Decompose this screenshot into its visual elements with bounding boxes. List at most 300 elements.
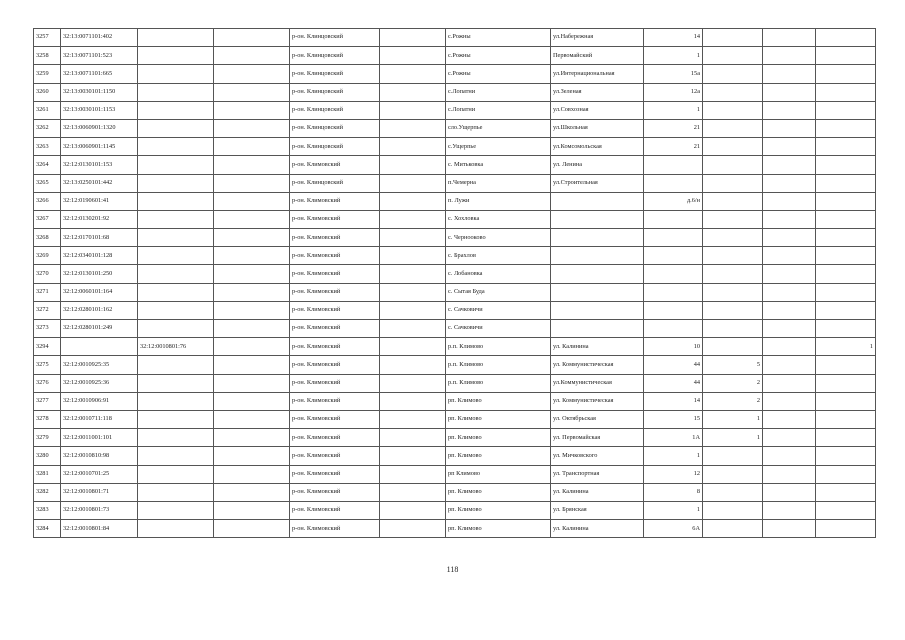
house-number-cell	[644, 265, 703, 283]
flat-number-cell	[703, 301, 763, 319]
cadastral-number-cell: 32:13:0071101:523	[61, 47, 138, 65]
extra-cadastral-number-cell	[138, 429, 214, 447]
table-row	[34, 29, 876, 47]
settlement-cell: с.Рожны	[446, 65, 551, 83]
extra-cadastral-number-cell	[138, 374, 214, 392]
house-number-cell	[644, 156, 703, 174]
flat-number-cell	[703, 156, 763, 174]
flat-number-cell	[703, 320, 763, 338]
row-number-cell: 3258	[34, 47, 61, 65]
row-number-cell: 3284	[34, 520, 61, 538]
count-cell	[816, 483, 876, 501]
flat-number-cell	[703, 101, 763, 119]
blank-column-2-cell	[380, 429, 446, 447]
flat-number-cell	[703, 520, 763, 538]
row-number-cell: 3270	[34, 265, 61, 283]
row-number-cell: 3262	[34, 119, 61, 137]
district-cell: р-он. Климовский	[290, 247, 380, 265]
extra-cadastral-number-cell	[138, 465, 214, 483]
row-number-cell: 3279	[34, 429, 61, 447]
row-number-cell: 3282	[34, 483, 61, 501]
extra-cadastral-number-cell	[138, 83, 214, 101]
settlement-cell: р.п. Климово	[446, 374, 551, 392]
blank-column-2-cell	[380, 338, 446, 356]
count-cell	[816, 119, 876, 137]
blank-column-cell	[214, 283, 290, 301]
blank-column-cell	[214, 156, 290, 174]
count-cell	[816, 29, 876, 47]
blank-column-2-cell	[380, 520, 446, 538]
settlement-cell: с. Брахлов	[446, 247, 551, 265]
cadastral-number-cell: 32:12:0130101:250	[61, 265, 138, 283]
settlement-cell: п. Лужи	[446, 192, 551, 210]
table-row	[34, 101, 876, 119]
blank-column-3-cell	[763, 138, 816, 156]
blank-column-cell	[214, 465, 290, 483]
row-number-cell: 3278	[34, 410, 61, 428]
blank-column-cell	[214, 392, 290, 410]
flat-number-cell	[703, 483, 763, 501]
table-row	[34, 47, 876, 65]
district-cell: р-он. Климовский	[290, 501, 380, 519]
table-row	[34, 483, 876, 501]
flat-number-cell	[703, 229, 763, 247]
count-cell	[816, 65, 876, 83]
count-cell	[816, 465, 876, 483]
cadastral-number-cell: 32:12:0340101:128	[61, 247, 138, 265]
table-row	[34, 192, 876, 210]
blank-column-cell	[214, 320, 290, 338]
row-number-cell: 3277	[34, 392, 61, 410]
row-number-cell: 3263	[34, 138, 61, 156]
count-cell	[816, 301, 876, 319]
settlement-cell: рп Климово	[446, 465, 551, 483]
district-cell: р-он. Климовский	[290, 338, 380, 356]
table-row	[34, 320, 876, 338]
blank-column-2-cell	[380, 392, 446, 410]
district-cell: р-он. Климовский	[290, 392, 380, 410]
row-number-cell: 3272	[34, 301, 61, 319]
blank-column-3-cell	[763, 338, 816, 356]
flat-number-cell	[703, 501, 763, 519]
blank-column-cell	[214, 483, 290, 501]
blank-column-cell	[214, 210, 290, 228]
district-cell: р-он. Климовский	[290, 429, 380, 447]
street-cell: ул.Школьная	[551, 119, 644, 137]
blank-column-cell	[214, 447, 290, 465]
blank-column-2-cell	[380, 65, 446, 83]
street-cell	[551, 283, 644, 301]
house-number-cell: 15	[644, 410, 703, 428]
district-cell: р-он. Клинцовский	[290, 65, 380, 83]
blank-column-3-cell	[763, 392, 816, 410]
street-cell	[551, 247, 644, 265]
table-row	[34, 374, 876, 392]
district-cell: р-он. Климовский	[290, 265, 380, 283]
row-number-cell: 3264	[34, 156, 61, 174]
street-cell: ул. Калинина	[551, 338, 644, 356]
blank-column-cell	[214, 520, 290, 538]
house-number-cell	[644, 229, 703, 247]
cadastral-number-cell: 32:12:0010925:36	[61, 374, 138, 392]
row-number-cell: 3267	[34, 210, 61, 228]
house-number-cell	[644, 174, 703, 192]
blank-column-2-cell	[380, 447, 446, 465]
settlement-cell: с. Сачковичи	[446, 320, 551, 338]
table-row	[34, 265, 876, 283]
extra-cadastral-number-cell	[138, 210, 214, 228]
table-row	[34, 520, 876, 538]
count-cell	[816, 138, 876, 156]
blank-column-2-cell	[380, 47, 446, 65]
blank-column-2-cell	[380, 138, 446, 156]
blank-column-2-cell	[380, 247, 446, 265]
row-number-cell: 3280	[34, 447, 61, 465]
settlement-cell: рп. Климово	[446, 501, 551, 519]
extra-cadastral-number-cell	[138, 119, 214, 137]
street-cell: ул. Коммунистическая	[551, 392, 644, 410]
table-body	[34, 29, 876, 538]
blank-column-3-cell	[763, 247, 816, 265]
cadastral-number-cell	[61, 338, 138, 356]
blank-column-2-cell	[380, 192, 446, 210]
settlement-cell: рп. Климово	[446, 447, 551, 465]
property-registry-table	[33, 28, 876, 538]
street-cell: ул. Мичковского	[551, 447, 644, 465]
house-number-cell: 44	[644, 374, 703, 392]
street-cell	[551, 301, 644, 319]
district-cell: р-он. Климовский	[290, 374, 380, 392]
flat-number-cell	[703, 283, 763, 301]
cadastral-number-cell: 32:12:0010801:84	[61, 520, 138, 538]
blank-column-3-cell	[763, 447, 816, 465]
settlement-cell: р.п. Климово	[446, 338, 551, 356]
table-row	[34, 447, 876, 465]
count-cell	[816, 174, 876, 192]
street-cell	[551, 192, 644, 210]
district-cell: р-он. Клинцовский	[290, 47, 380, 65]
blank-column-2-cell	[380, 283, 446, 301]
house-number-cell: 12	[644, 465, 703, 483]
row-number-cell: 3294	[34, 338, 61, 356]
table-row	[34, 429, 876, 447]
house-number-cell: 12а	[644, 83, 703, 101]
house-number-cell	[644, 320, 703, 338]
district-cell: р-он. Клинцовский	[290, 83, 380, 101]
count-cell	[816, 447, 876, 465]
extra-cadastral-number-cell	[138, 447, 214, 465]
street-cell: ул.Совхозная	[551, 101, 644, 119]
blank-column-cell	[214, 192, 290, 210]
district-cell: р-он. Климовский	[290, 156, 380, 174]
district-cell: р-он. Климовский	[290, 301, 380, 319]
blank-column-2-cell	[380, 83, 446, 101]
flat-number-cell	[703, 29, 763, 47]
blank-column-3-cell	[763, 374, 816, 392]
street-cell: Первомайский	[551, 47, 644, 65]
street-cell: ул.Интернациональная	[551, 65, 644, 83]
count-cell	[816, 501, 876, 519]
table-row	[34, 138, 876, 156]
blank-column-3-cell	[763, 119, 816, 137]
street-cell: ул. Брянская	[551, 501, 644, 519]
blank-column-cell	[214, 501, 290, 519]
blank-column-2-cell	[380, 101, 446, 119]
extra-cadastral-number-cell	[138, 174, 214, 192]
flat-number-cell: 1	[703, 429, 763, 447]
house-number-cell	[644, 301, 703, 319]
cadastral-number-cell: 32:12:0280101:162	[61, 301, 138, 319]
blank-column-3-cell	[763, 483, 816, 501]
blank-column-3-cell	[763, 192, 816, 210]
row-number-cell: 3259	[34, 65, 61, 83]
blank-column-2-cell	[380, 229, 446, 247]
flat-number-cell	[703, 65, 763, 83]
extra-cadastral-number-cell	[138, 410, 214, 428]
street-cell	[551, 229, 644, 247]
blank-column-2-cell	[380, 210, 446, 228]
house-number-cell: 21	[644, 119, 703, 137]
table-row	[34, 83, 876, 101]
extra-cadastral-number-cell	[138, 65, 214, 83]
table-row	[34, 283, 876, 301]
flat-number-cell	[703, 465, 763, 483]
house-number-cell: 15а	[644, 65, 703, 83]
settlement-cell: с.Рожны	[446, 29, 551, 47]
cadastral-number-cell: 32:13:0071101:665	[61, 65, 138, 83]
settlement-cell: с. Хохловка	[446, 210, 551, 228]
extra-cadastral-number-cell	[138, 101, 214, 119]
extra-cadastral-number-cell	[138, 192, 214, 210]
row-number-cell: 3268	[34, 229, 61, 247]
blank-column-3-cell	[763, 465, 816, 483]
district-cell: р-он. Климовский	[290, 356, 380, 374]
blank-column-2-cell	[380, 465, 446, 483]
house-number-cell	[644, 210, 703, 228]
blank-column-cell	[214, 265, 290, 283]
blank-column-cell	[214, 174, 290, 192]
count-cell	[816, 247, 876, 265]
table-row	[34, 392, 876, 410]
extra-cadastral-number-cell	[138, 156, 214, 174]
street-cell: ул.Строительная	[551, 174, 644, 192]
settlement-cell: рп. Климово	[446, 410, 551, 428]
blank-column-3-cell	[763, 65, 816, 83]
house-number-cell: 6А	[644, 520, 703, 538]
cadastral-number-cell: 32:13:0030101:1153	[61, 101, 138, 119]
blank-column-2-cell	[380, 156, 446, 174]
extra-cadastral-number-cell	[138, 320, 214, 338]
settlement-cell: рп. Климово	[446, 392, 551, 410]
street-cell	[551, 210, 644, 228]
house-number-cell: 1	[644, 447, 703, 465]
district-cell: р-он. Климовский	[290, 447, 380, 465]
district-cell: р-он. Климовский	[290, 283, 380, 301]
blank-column-3-cell	[763, 265, 816, 283]
table-row	[34, 174, 876, 192]
blank-column-3-cell	[763, 356, 816, 374]
blank-column-cell	[214, 47, 290, 65]
blank-column-cell	[214, 356, 290, 374]
table-row	[34, 247, 876, 265]
flat-number-cell	[703, 447, 763, 465]
house-number-cell: 10	[644, 338, 703, 356]
count-cell	[816, 229, 876, 247]
flat-number-cell: 5	[703, 356, 763, 374]
cadastral-number-cell: 32:12:0130201:92	[61, 210, 138, 228]
district-cell: р-он. Климовский	[290, 320, 380, 338]
table-row	[34, 356, 876, 374]
street-cell: ул. Калинина	[551, 483, 644, 501]
extra-cadastral-number-cell	[138, 301, 214, 319]
table-row	[34, 229, 876, 247]
district-cell: р-он. Клинцовский	[290, 101, 380, 119]
table-row	[34, 410, 876, 428]
cadastral-number-cell: 32:12:0010711:118	[61, 410, 138, 428]
blank-column-2-cell	[380, 356, 446, 374]
count-cell	[816, 192, 876, 210]
street-cell: ул. Первомайская	[551, 429, 644, 447]
extra-cadastral-number-cell	[138, 520, 214, 538]
table-row	[34, 338, 876, 356]
row-number-cell: 3283	[34, 501, 61, 519]
count-cell	[816, 283, 876, 301]
blank-column-3-cell	[763, 101, 816, 119]
house-number-cell: 1	[644, 101, 703, 119]
settlement-cell: с.Лопатни	[446, 83, 551, 101]
house-number-cell: 44	[644, 356, 703, 374]
row-number-cell: 3276	[34, 374, 61, 392]
settlement-cell: сло.Ущерпье	[446, 119, 551, 137]
district-cell: р-он. Климовский	[290, 210, 380, 228]
table-row	[34, 210, 876, 228]
district-cell: р-он. Климовский	[290, 192, 380, 210]
house-number-cell: 1	[644, 501, 703, 519]
settlement-cell: с.Ущерпье	[446, 138, 551, 156]
table-row	[34, 156, 876, 174]
settlement-cell: с. Чернооково	[446, 229, 551, 247]
street-cell: ул. Коммунистическая	[551, 356, 644, 374]
extra-cadastral-number-cell	[138, 392, 214, 410]
district-cell: р-он. Климовский	[290, 410, 380, 428]
row-number-cell: 3257	[34, 29, 61, 47]
count-cell	[816, 265, 876, 283]
row-number-cell: 3273	[34, 320, 61, 338]
table-row	[34, 465, 876, 483]
flat-number-cell	[703, 47, 763, 65]
extra-cadastral-number-cell	[138, 265, 214, 283]
count-cell	[816, 374, 876, 392]
settlement-cell: рп. Климово	[446, 483, 551, 501]
street-cell: ул. Транспортная	[551, 465, 644, 483]
extra-cadastral-number-cell	[138, 356, 214, 374]
settlement-cell: с.Рожны	[446, 47, 551, 65]
district-cell: р-он. Климовский	[290, 483, 380, 501]
page-number: 118	[446, 565, 459, 574]
count-cell: 1	[816, 338, 876, 356]
cadastral-number-cell: 32:12:0280101:249	[61, 320, 138, 338]
flat-number-cell: 2	[703, 392, 763, 410]
blank-column-cell	[214, 101, 290, 119]
house-number-cell: д.6/н	[644, 192, 703, 210]
settlement-cell: с. Лобановка	[446, 265, 551, 283]
flat-number-cell	[703, 119, 763, 137]
blank-column-3-cell	[763, 320, 816, 338]
blank-column-2-cell	[380, 374, 446, 392]
house-number-cell: 8	[644, 483, 703, 501]
blank-column-2-cell	[380, 174, 446, 192]
cadastral-number-cell: 32:12:0010801:73	[61, 501, 138, 519]
flat-number-cell	[703, 265, 763, 283]
cadastral-number-cell: 32:12:0010801:71	[61, 483, 138, 501]
cadastral-number-cell: 32:12:0010701:25	[61, 465, 138, 483]
cadastral-number-cell: 32:13:0071101:402	[61, 29, 138, 47]
count-cell	[816, 320, 876, 338]
row-number-cell: 3269	[34, 247, 61, 265]
blank-column-cell	[214, 410, 290, 428]
blank-column-2-cell	[380, 410, 446, 428]
flat-number-cell	[703, 174, 763, 192]
row-number-cell: 3271	[34, 283, 61, 301]
street-cell: ул.Зеленая	[551, 83, 644, 101]
blank-column-cell	[214, 429, 290, 447]
cadastral-number-cell: 32:13:0060901:1320	[61, 119, 138, 137]
extra-cadastral-number-cell: 32:12:0010801:76	[138, 338, 214, 356]
street-cell: ул.Набережная	[551, 29, 644, 47]
flat-number-cell: 2	[703, 374, 763, 392]
extra-cadastral-number-cell	[138, 229, 214, 247]
blank-column-3-cell	[763, 410, 816, 428]
blank-column-cell	[214, 374, 290, 392]
street-cell: ул.Комсомольская	[551, 138, 644, 156]
house-number-cell: 1	[644, 47, 703, 65]
blank-column-3-cell	[763, 156, 816, 174]
district-cell: р-он. Клинцовский	[290, 29, 380, 47]
blank-column-2-cell	[380, 483, 446, 501]
settlement-cell: рп. Климово	[446, 520, 551, 538]
extra-cadastral-number-cell	[138, 29, 214, 47]
count-cell	[816, 47, 876, 65]
blank-column-3-cell	[763, 520, 816, 538]
row-number-cell: 3266	[34, 192, 61, 210]
count-cell	[816, 101, 876, 119]
count-cell	[816, 392, 876, 410]
district-cell: р-он. Климовский	[290, 229, 380, 247]
cadastral-number-cell: 32:12:0190601:41	[61, 192, 138, 210]
street-cell: ул.Коммунистическая	[551, 374, 644, 392]
district-cell: р-он. Клинцовский	[290, 138, 380, 156]
blank-column-3-cell	[763, 29, 816, 47]
cadastral-number-cell: 32:12:0010906:91	[61, 392, 138, 410]
house-number-cell: 14	[644, 29, 703, 47]
cadastral-number-cell: 32:12:0011001:101	[61, 429, 138, 447]
count-cell	[816, 156, 876, 174]
house-number-cell: 14	[644, 392, 703, 410]
blank-column-3-cell	[763, 283, 816, 301]
row-number-cell: 3275	[34, 356, 61, 374]
extra-cadastral-number-cell	[138, 483, 214, 501]
row-number-cell: 3261	[34, 101, 61, 119]
flat-number-cell	[703, 210, 763, 228]
count-cell	[816, 210, 876, 228]
district-cell: р-он. Клинцовский	[290, 174, 380, 192]
blank-column-cell	[214, 138, 290, 156]
cadastral-number-cell: 32:12:0170101:68	[61, 229, 138, 247]
count-cell	[816, 429, 876, 447]
row-number-cell: 3281	[34, 465, 61, 483]
settlement-cell: с. Митьковка	[446, 156, 551, 174]
blank-column-cell	[214, 119, 290, 137]
